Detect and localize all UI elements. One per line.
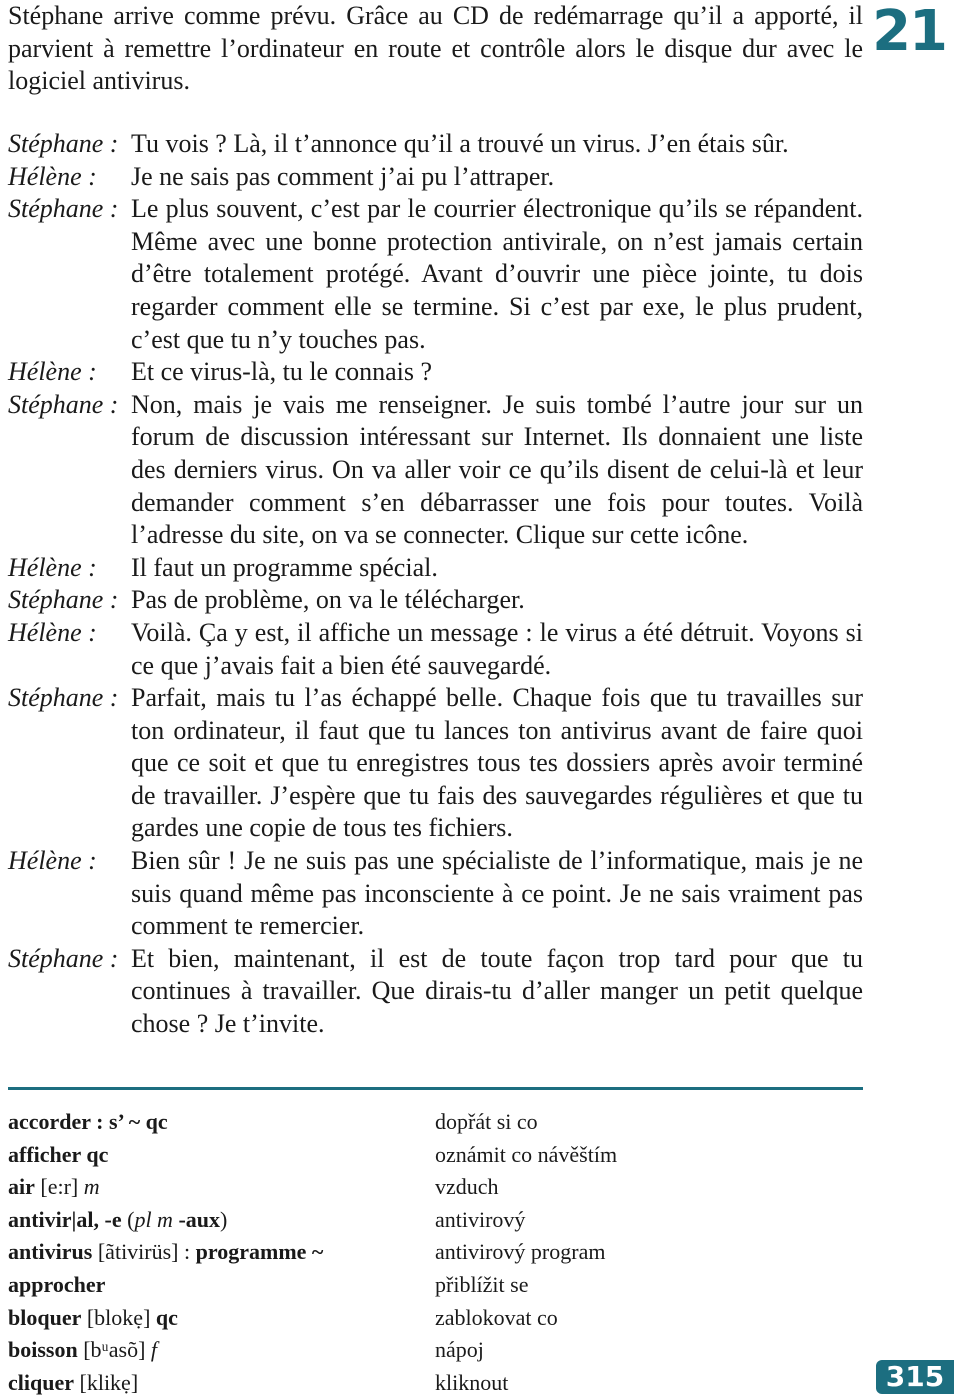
speech-text: Tu vois ? Là, il t’annonce qu’il a trouvé un virus. J’en étais sûr. — [131, 129, 789, 158]
vocabulary-term — [8, 1334, 435, 1367]
vocabulary-translation: nápoj — [435, 1337, 484, 1363]
vocabulary-term — [8, 1139, 435, 1172]
speech-text: Je ne sais pas comment j’ai pu l’attraper. — [131, 161, 555, 191]
vocabulary-translation: oznámit co návěštím — [435, 1141, 618, 1167]
speaker-name: Hélène : — [8, 552, 97, 582]
vocabulary-entry — [8, 1302, 868, 1335]
vocabulary-translation: dopřát si co — [435, 1109, 538, 1134]
term-segment: ) — [220, 1206, 228, 1232]
vocabulary-term — [8, 1367, 435, 1399]
speaker-name: Hélène : — [8, 617, 97, 647]
vocabulary-entry — [8, 1204, 868, 1237]
vocabulary-entry — [8, 1139, 868, 1172]
term-segment: accorder : s’ ~ qc — [8, 1109, 168, 1134]
term-segment: qc — [155, 1304, 178, 1330]
vocabulary-term — [8, 1302, 435, 1335]
term-segment: -aux — [172, 1206, 220, 1232]
vocabulary-translation: antivirový program — [435, 1239, 606, 1265]
speaker-name: Stéphane : — [8, 389, 119, 419]
chapter-number: 21 — [872, 0, 946, 64]
term-segment: [bᵘasõ] — [77, 1337, 151, 1363]
term-segment: f — [150, 1337, 158, 1363]
dialogue-turn — [8, 128, 863, 161]
dialogue-turn — [8, 552, 863, 585]
speaker-name: Stéphane : — [8, 585, 119, 615]
speaker-name: Stéphane : — [8, 683, 119, 713]
dialogue-turn — [8, 617, 863, 682]
vocabulary-list — [8, 1106, 868, 1399]
term-segment: pl m — [134, 1206, 173, 1232]
vocabulary-term — [8, 1204, 435, 1237]
term-segment: programme ~ — [195, 1239, 324, 1265]
vocabulary-translation: kliknout — [435, 1369, 509, 1395]
vocabulary-entry — [8, 1269, 868, 1302]
term-segment: approcher — [8, 1271, 106, 1297]
vocabulary-translation: přiblížit se — [435, 1271, 529, 1297]
dialogue-turn — [8, 845, 863, 943]
dialogue-turn — [8, 193, 863, 356]
vocabulary-translation: antivirový — [435, 1206, 526, 1232]
speech-text: Pas de problème, on va le télécharger. — [131, 585, 525, 615]
speaker-name: Stéphane : — [8, 943, 119, 973]
term-segment: m — [83, 1174, 100, 1200]
term-segment: ( — [121, 1206, 135, 1232]
term-segment: afficher qc — [8, 1141, 109, 1167]
vocabulary-entry — [8, 1334, 868, 1367]
term-segment: antivirus — [8, 1239, 93, 1265]
vocabulary-entry — [8, 1367, 868, 1399]
term-segment: [ãtivirüs] : — [92, 1239, 196, 1265]
speech-text: Bien sûr ! Je ne suis pas une spécialiste de l’informatique, mais je ne suis quand même pas inconsciente à ce point. Je ne sais vraiment pas comment te remercier. — [131, 846, 863, 941]
term-segment: bloquer — [8, 1304, 82, 1330]
speaker-name: Stéphane : — [8, 129, 119, 158]
term-segment: [e:r] — [34, 1174, 84, 1200]
dialogue-turn — [8, 584, 863, 617]
term-segment: air — [8, 1174, 35, 1200]
speech-text: Et ce virus-là, tu le connais ? — [131, 357, 433, 387]
speaker-name: Stéphane : — [8, 194, 119, 224]
speaker-name: Hélène : — [8, 161, 97, 191]
dialogue-turn — [8, 389, 863, 552]
speech-text: Voilà. Ça y est, il affiche un message : le virus a été détruit. Voyons si ce que j’avais fait a bien été sauvegardé. — [131, 617, 863, 680]
term-segment: antivir|al, -e — [8, 1206, 122, 1232]
dialogue-turn — [8, 356, 863, 389]
vocabulary-term — [8, 1171, 435, 1204]
vocabulary-entry — [8, 1236, 868, 1269]
term-segment: boisson — [8, 1337, 78, 1363]
speech-text: Le plus souvent, c’est par le courrier électronique qu’ils se répandent. Même avec une bonne protection antivirale, on n’est jamais certain d’être totalement protégé. Avant d’ouvrir une pièce jointe, tu dois regarder comment elle se termine. Si c’est par exe, le plus prudent, c’est que tu n’y touches pas. — [131, 194, 863, 354]
speech-text: Non, mais je vais me renseigner. Je suis tombé l’autre jour sur un forum de discussion intéressant sur Internet. Ils donnaient une liste des derniers virus. On va aller voir ce qu’ils disent de celui-là et leur demander comment s’en débarrasser une fois pour toutes. Voilà l’adresse du site, on va se connecter. Clique sur cette icône. — [131, 389, 863, 550]
vocabulary-term — [8, 1106, 435, 1139]
term-segment: [blokẹ] — [81, 1304, 156, 1330]
dialogue-turn — [8, 682, 863, 845]
vocabulary-term — [8, 1269, 435, 1302]
speaker-name: Hélène : — [8, 846, 97, 876]
vocabulary-divider — [8, 1087, 863, 1090]
dialogue-turn — [8, 161, 863, 194]
dialogue — [8, 128, 863, 1041]
speech-text: Il faut un programme spécial. — [131, 552, 438, 582]
page-number: 315 — [876, 1360, 954, 1394]
speech-text: Et bien, maintenant, il est de toute façon trop tard pour que tu continues à travailler. Que dirais-tu d’aller manger un petit quelque chose ? Je t’invite. — [131, 943, 863, 1039]
term-segment: [klikẹ] — [74, 1369, 139, 1395]
vocabulary-translation: zablokovat co — [435, 1304, 558, 1330]
vocabulary-entry — [8, 1171, 868, 1204]
vocabulary-translation: vzduch — [435, 1174, 499, 1200]
speech-text: Parfait, mais tu l’as échappé belle. Chaque fois que tu travailles sur ton ordinateur, il faut que tu lances ton antivirus avant de faire quoi que ce soit et que tu enregistres tous tes dossiers après avoir terminé de travailler. J’espère que tu fais des sauvegardes régulières et que tu gardes une copie de tous tes fichiers. — [131, 683, 863, 843]
term-segment: cliquer — [8, 1369, 74, 1395]
intro-paragraph: Stéphane arrive comme prévu. Grâce au CD de redémarrage qu’il a apporté, il parvient à remettre l’ordinateur en route et contrôle alors le disque dur avec le logiciel antivirus. — [8, 1, 863, 96]
speaker-name: Hélène : — [8, 357, 97, 387]
vocabulary-term — [8, 1236, 435, 1269]
vocabulary-entry — [8, 1106, 868, 1139]
dialogue-turn — [8, 943, 863, 1041]
